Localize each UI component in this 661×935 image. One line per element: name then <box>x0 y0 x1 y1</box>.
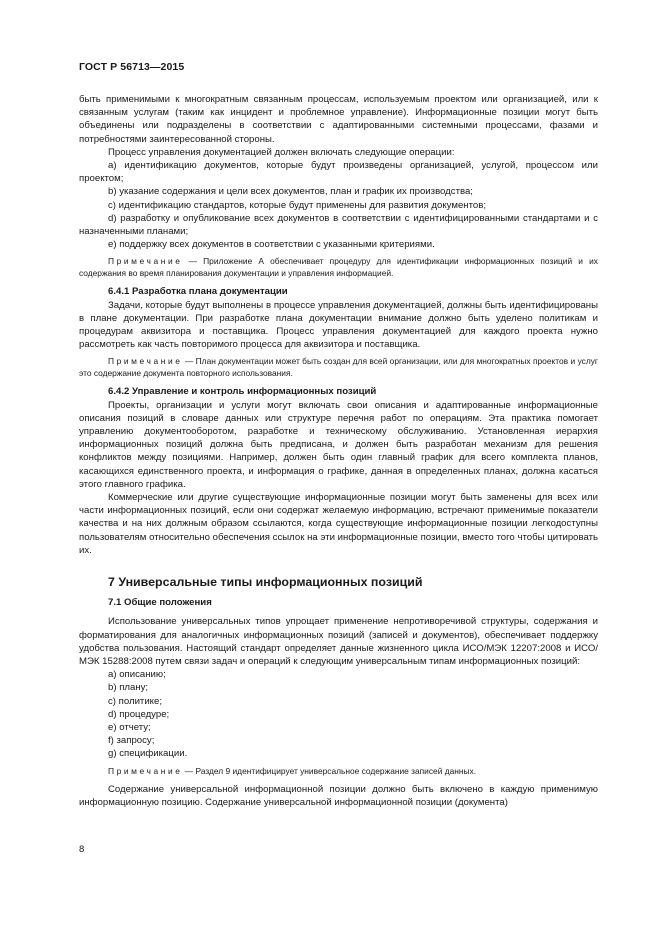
subsection-6-4-2-text-1: Проекты, организации и услуги могут включать свои описания и адаптированные информационные описания позиций в словаре данных или структуре перечня работ по операциям. Эта практика помогает управлению документооборотом, разработке и техническому обслуживанию. Установленная иерархия информационных позиций должна быть предписана, и должен быть разработан механизм для решения конфликтов между позициями. Например, должен быть один главный график для всего комплекта планов, касающихся единственного проекта, и информация о графике, данная в определенных планах, должна касаться этого главного графика. <box>79 399 598 490</box>
subsection-6-4-2-text-2: Коммерческие или другие существующие информационные позиции могут быть заменены для всех или части информационных позиций, если они содержат желаемую информацию, встречают применимые показатели качества и на них должным образом ссылаются, когда существующие информационные позиции легкодоступны пользователям относительно обеспечения ссылок на эти информационные позиции, вместо того чтобы цитировать их. <box>79 492 598 556</box>
subsection-6-4-1-text: Задачи, которые будут выполнены в процессе управления документацией, должны быть идентифицированы в плане документации. При разработке плана документации внимание должно быть уделено политикам и процедурам аквизитора и поставщика. Процесс управления документацией для каждого проекта нужно рассмотреть как часть повторимого процесса для аквизитора и поставщика. <box>79 299 598 351</box>
note-3 <box>79 766 598 778</box>
subsection-7-1-text: Использование универсальных типов упрощает применение непротиворечивой структуры, содержания и форматирования для аналогичных информационных позиций (записей и документов), обеспечивает поддержку удобства пользования. Настоящий стандарт определяет данные жизненного цикла ИСО/МЭК 12207:2008 и ИСО/МЭК 15288:2008 путем связи задач и операций к следующим универсальным типам информационных позиций: <box>79 616 598 667</box>
list-item-type-b: b) плану; <box>108 682 149 694</box>
paragraph-final: Содержание универсальной информационной позиции должно быть включено в каждую применимую информационную позицию. Содержание универсальной информационной позиции (документа) <box>79 784 598 809</box>
list-item-type-d: d) процедуре; <box>108 708 170 720</box>
paragraph-process: Процесс управления документацией должен включать следующие операции: <box>108 146 455 158</box>
note-text: — План документации может быть создан для всей организации, или для многократных проектов и услуг это содержание документа повторного использования. <box>79 356 598 378</box>
list-item-type-e: e) отчету; <box>108 721 151 733</box>
note-text: — Приложение А обеспечивает процедуру для идентификации информационных позиций и их содержания во время планирования документации и управления информацией. <box>79 256 598 278</box>
subsection-7-1-title: 7.1 Общие положения <box>108 597 212 609</box>
section-7-title: 7 Универсальные типы информационных позиций <box>108 575 423 590</box>
list-item-operation-a: a) идентификацию документов, которые будут произведены организацией, услугой, процессом или проектом; <box>79 160 598 185</box>
note-2 <box>79 356 598 379</box>
note-label: Примечание <box>108 356 183 367</box>
paragraph-intro: быть применимыми к многократным связанным процессам, используемым проектом или организацией, или к связанным услугам (таким как инцидент и проблемное управление). Информационные позиции могут быть объединены или подразделены в соответствии с адаптированными системными процессами, фазами и потребностями заинтересованной стороны. <box>79 94 598 145</box>
list-item-type-a: a) описанию; <box>108 669 166 681</box>
subsection-6-4-2-title: 6.4.2 Управление и контроль информационных позиций <box>108 386 377 398</box>
note-label: Примечание <box>108 256 183 267</box>
list-item-type-g: g) спецификации. <box>108 748 188 760</box>
list-item-operation-c: c) идентификацию стандартов, которые будут применены для развития документов; <box>108 199 486 211</box>
list-item-type-f: f) запросу; <box>108 735 155 747</box>
list-item-type-c: c) политике; <box>108 695 162 707</box>
page-number: 8 <box>79 844 85 855</box>
list-item-operation-d: d) разработку и опубликование всех документов в соответствии с идентифицированными стандартами и с назначенными планами; <box>79 212 598 238</box>
subsection-6-4-1-title: 6.4.1 Разработка плана документации <box>108 286 288 298</box>
document-header: ГОСТ Р 56713—2015 <box>79 61 185 73</box>
note-text: — Раздел 9 идентифицирует универсальное содержание записей данных. <box>182 765 477 776</box>
list-item-operation-e: e) поддержку всех документов в соответствии с указанными критериями. <box>108 239 435 251</box>
note-1 <box>79 256 598 279</box>
note-label: Примечание <box>108 765 183 776</box>
list-item-operation-b: b) указание содержания и цели всех документов, план и график их производства; <box>108 186 473 198</box>
document-body <box>79 93 598 809</box>
